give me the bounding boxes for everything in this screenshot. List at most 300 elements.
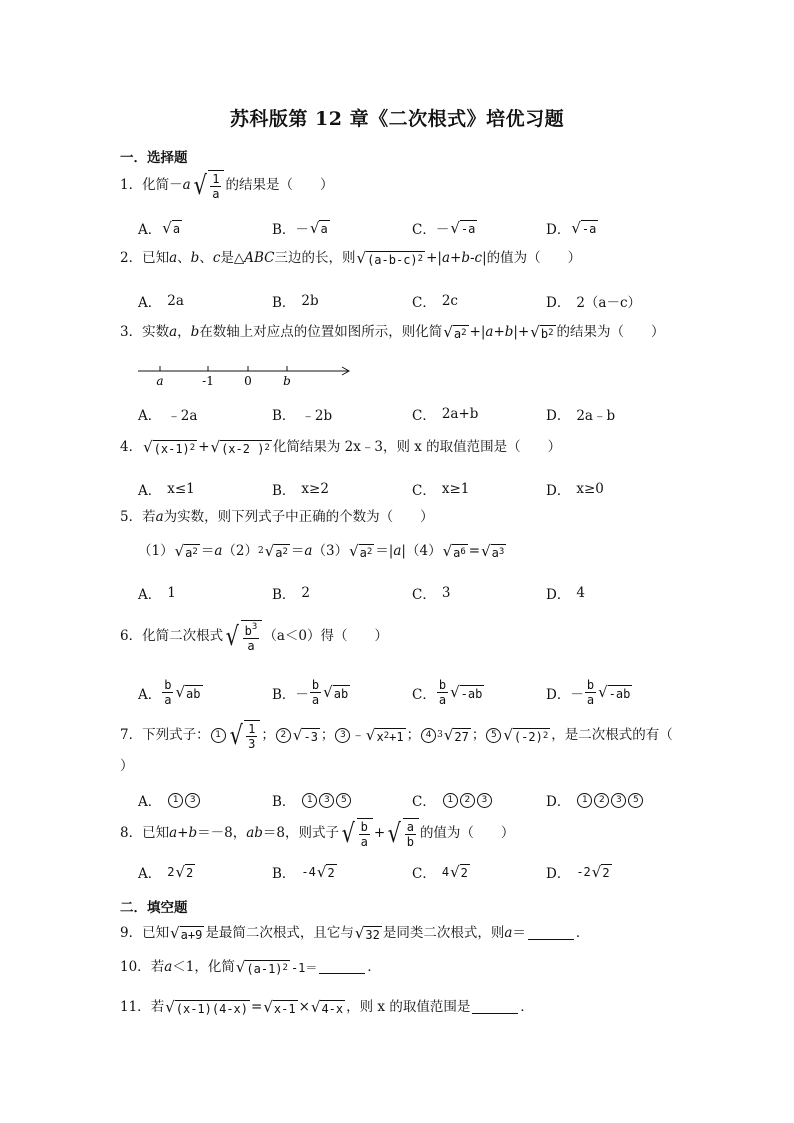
option-d[interactable] <box>546 678 633 708</box>
radicand: +1 <box>389 729 404 744</box>
number-line-label-b: b <box>283 374 291 388</box>
coefficient: 4 <box>441 865 450 879</box>
option-label: D． <box>546 794 571 810</box>
radicand: a <box>185 545 193 560</box>
answer-blank[interactable] <box>528 927 574 940</box>
option-label: C． <box>412 794 436 810</box>
option-value: 2a+b <box>441 406 479 422</box>
option-label: C． <box>412 408 436 424</box>
radicand: (x-1)(4-x) <box>175 1001 248 1016</box>
option-d[interactable] <box>546 479 604 499</box>
option-value: 2a﹣b <box>576 408 616 424</box>
radicand: (a-1) <box>246 961 283 976</box>
statement-label: （1） <box>138 542 174 559</box>
option-value: 2 <box>301 585 311 601</box>
question-text: 若 <box>150 998 165 1015</box>
question-text: 三边的长，则 <box>274 249 356 266</box>
option-label: C． <box>412 587 436 603</box>
radical: √ (x-2 ) 2 <box>210 438 270 456</box>
option-c[interactable] <box>412 218 478 238</box>
circled-number: 1 <box>443 793 458 808</box>
fraction-numerator: 1 <box>212 172 220 186</box>
exponent: 3 <box>498 547 505 557</box>
operator: ＝ <box>512 924 526 941</box>
question-5-statements <box>138 544 507 559</box>
circled-number: 5 <box>628 793 643 808</box>
option-label: A． <box>138 222 162 238</box>
radicand: 2 <box>602 866 610 880</box>
question-9 <box>120 926 589 941</box>
question-number: 4． <box>120 438 143 455</box>
radicand: a <box>172 222 181 236</box>
question-text: 的结果是（ ） <box>225 177 334 194</box>
fraction-numerator: b <box>360 820 368 834</box>
option-label: A． <box>138 686 162 703</box>
circled-number: 1 <box>211 728 226 743</box>
option-label: B． <box>272 866 296 882</box>
question-text: 的值为（ ） <box>419 825 515 842</box>
option-label: A． <box>138 794 162 810</box>
number-line <box>138 359 358 389</box>
option-value: x≥0 <box>576 481 604 497</box>
expression: a+b <box>169 825 198 842</box>
punctuation: ． <box>575 924 590 941</box>
circled-number: 4 <box>421 728 436 743</box>
circled-number: 1 <box>168 793 183 808</box>
radical: √ b 2 <box>530 323 554 341</box>
statement-label: （3） <box>312 542 349 559</box>
operator: × <box>298 998 310 1015</box>
exponent: 2 <box>282 547 288 557</box>
exponent: 2 <box>282 963 288 973</box>
answer-blank[interactable] <box>319 961 365 974</box>
radical: √ x 2 +1 <box>365 726 404 745</box>
radical: √ 32 <box>354 924 380 942</box>
option-d[interactable] <box>546 404 615 424</box>
radical: √ $\frac{b^3}{a}$ <box>224 620 262 654</box>
fraction-denominator: b <box>406 835 414 850</box>
operator: |+ <box>513 323 530 340</box>
section-heading-choice: 一．选择题 <box>120 150 188 166</box>
option-label: B．－ <box>272 686 309 703</box>
option-label: C． <box>412 866 436 882</box>
variable: c <box>212 249 221 266</box>
radical: √ (-2) 2 <box>503 726 549 745</box>
radical: √ a 2 <box>349 542 373 560</box>
radicand: -ab <box>608 686 631 701</box>
question-text: 实数 <box>142 323 170 340</box>
option-value: x≤1 <box>167 481 195 497</box>
radicand: ab <box>186 686 201 701</box>
option-a[interactable] <box>138 583 176 603</box>
radical: √ 2 <box>591 862 610 881</box>
option-c[interactable] <box>412 404 478 424</box>
radical: √ a <box>309 218 328 237</box>
radicand: a+9 <box>180 927 203 942</box>
question-number: 8． <box>120 825 143 842</box>
separator: ； <box>406 727 421 744</box>
statement-label: （4） <box>405 542 442 559</box>
option-c[interactable] <box>412 583 450 603</box>
fraction-denominator: 3 <box>248 737 256 752</box>
question-3 <box>120 325 665 340</box>
question-text: +| <box>426 249 442 266</box>
option-a[interactable] <box>138 790 201 810</box>
question-6 <box>120 620 388 654</box>
radicand: -a <box>460 222 476 236</box>
fraction-denominator: a <box>164 693 172 708</box>
exponent: 2 <box>548 328 554 338</box>
question-7 <box>120 720 673 752</box>
option-a[interactable] <box>138 479 195 499</box>
root-index: 2 <box>257 546 264 556</box>
option-label: C．－ <box>412 222 450 238</box>
separator: 、 <box>177 249 191 266</box>
circled-number: 2 <box>460 793 475 808</box>
question-number: 5． <box>120 509 143 525</box>
option-value: 1 <box>167 585 176 601</box>
radicand: 27 <box>454 729 469 744</box>
radical: √ a 2 <box>443 323 467 341</box>
question-5 <box>120 511 434 525</box>
circled-number: 3 <box>611 793 626 808</box>
number-line-label-0: 0 <box>244 374 252 388</box>
question-number: 2． <box>120 249 143 266</box>
radical: √ a+9 <box>170 924 203 942</box>
operator: = <box>468 542 481 559</box>
operator: ＝ <box>200 542 215 559</box>
circled-number: 1 <box>302 793 317 808</box>
punctuation: ． <box>520 998 534 1015</box>
option-label: D． <box>546 295 571 311</box>
exponent: 2 <box>417 254 424 264</box>
radical: √ $\frac{a}{b}$ <box>386 818 419 850</box>
punctuation: ． <box>367 958 381 975</box>
question-7-continued <box>120 760 134 774</box>
radical: √ 4-x <box>310 998 344 1016</box>
option-label: D． <box>546 483 571 499</box>
question-text: 已知 <box>142 825 170 842</box>
option-value: 2b <box>301 293 319 309</box>
question-text: 是△ <box>220 249 245 266</box>
option-b[interactable] <box>272 404 332 424</box>
fraction-numerator: b <box>244 624 252 638</box>
expression: ab <box>246 825 263 842</box>
exponent: 6 <box>460 547 466 557</box>
option-b[interactable] <box>272 862 338 882</box>
fraction-numerator: b <box>438 678 447 692</box>
option-d[interactable] <box>546 218 599 238</box>
question-text: 下列式子： <box>142 727 210 744</box>
option-d[interactable] <box>546 291 641 311</box>
radicand: 2 <box>186 866 194 880</box>
radical: √ $\frac{1}{3}$ <box>228 720 261 752</box>
radicand: (x-2 ) <box>221 441 265 456</box>
question-8 <box>120 818 514 850</box>
question-text: - <box>469 249 475 266</box>
options-q6 <box>138 678 658 708</box>
radical: √ -ab <box>450 683 483 702</box>
exponent: 2 <box>366 547 373 557</box>
option-label: D． <box>546 222 571 238</box>
option-label: A． <box>138 483 162 499</box>
fraction-numerator: b <box>586 678 595 692</box>
exponent: 2 <box>542 731 549 742</box>
option-label: D． <box>546 408 571 424</box>
circled-number: 5 <box>486 728 501 743</box>
radicand: 32 <box>365 927 380 942</box>
options-q1 <box>138 218 658 236</box>
circled-number: 3 <box>185 793 200 808</box>
option-b[interactable] <box>272 479 329 499</box>
separator: ， <box>177 323 191 340</box>
fraction-numerator: a <box>406 820 414 834</box>
section-heading-fill-blank: 二．填空题 <box>120 900 188 916</box>
variable: a <box>155 509 164 525</box>
option-a[interactable] <box>138 404 197 424</box>
radical: √ 2 <box>316 862 335 881</box>
operator: = <box>251 998 263 1015</box>
option-value: 2a <box>167 293 184 309</box>
radical: √ (a-1) 2 <box>235 958 288 976</box>
option-value: 2（a－c） <box>576 295 642 311</box>
circled-number: 5 <box>336 793 351 808</box>
operator: | <box>401 542 406 559</box>
option-d[interactable] <box>546 862 613 882</box>
option-b[interactable] <box>272 678 351 708</box>
radical: √ (a-b-c) 2 <box>356 249 424 267</box>
circled-number: 3 <box>477 793 492 808</box>
operator: ＝| <box>375 542 394 559</box>
triangle-name: ABC <box>244 249 275 266</box>
root-index: 3 <box>437 730 443 741</box>
radical: √ x-1 <box>263 998 296 1016</box>
question-text: 在数轴上对应点的位置如图所示，则化简 <box>199 323 443 340</box>
separator: ； <box>471 727 486 744</box>
question-text: -1＝ <box>290 960 318 975</box>
option-label: A． <box>138 866 162 882</box>
option-value: x≥2 <box>301 481 329 497</box>
circled-number: 3 <box>335 728 350 743</box>
options-q3 <box>138 404 658 422</box>
option-value: x≥1 <box>441 481 470 497</box>
statement-label: （2） <box>222 542 258 559</box>
radicand: -a <box>581 222 597 236</box>
question-text: ，是二次根式的有（ <box>551 727 673 744</box>
question-text: ） <box>120 758 134 774</box>
variable: b <box>190 323 200 340</box>
question-4 <box>120 440 561 455</box>
question-text: ，则 x 的取值范围是 <box>346 998 471 1015</box>
option-value: ﹣2b <box>301 408 333 424</box>
circled-number: 3 <box>319 793 334 808</box>
radical: √ 2 <box>450 862 468 881</box>
options-q8 <box>138 862 658 880</box>
radicand: x-1 <box>273 1001 296 1016</box>
option-label: D．－ <box>546 686 584 703</box>
variable: a <box>504 924 513 941</box>
question-text: 已知 <box>142 249 170 266</box>
question-text: 若 <box>150 958 165 975</box>
radical: √ -ab <box>598 683 631 702</box>
options-q4 <box>138 479 658 497</box>
question-text: 的结果为（ ） <box>556 323 665 340</box>
variable: a <box>393 542 402 559</box>
variable: a <box>169 323 178 340</box>
option-a[interactable] <box>138 218 183 238</box>
radicand: a <box>453 326 462 341</box>
question-text: 化简结果为 2x﹣3，则 x 的取值范围是（ ） <box>272 438 562 455</box>
radicand: ab <box>333 686 349 701</box>
radicand: (a-b-c) <box>367 252 418 267</box>
page-title: 苏科版第 12 章《二次根式》培优习题 <box>229 108 565 130</box>
variable: a <box>214 542 223 559</box>
radicand: (x-1) <box>153 441 190 456</box>
radical: √ (x-1) 2 <box>143 438 196 456</box>
option-a[interactable] <box>138 678 204 708</box>
radical: √ $\frac{b}{a}$ <box>340 818 373 850</box>
exponent: 2 <box>189 443 196 453</box>
radicand: -3 <box>303 729 318 744</box>
answer-blank[interactable] <box>472 1001 518 1014</box>
radicand: (-2) <box>513 729 543 744</box>
exponent: 2 <box>383 731 390 742</box>
radicand: x <box>376 729 384 744</box>
option-b[interactable] <box>272 291 319 311</box>
question-2 <box>120 251 581 266</box>
radicand: 2 <box>327 866 335 880</box>
radical: √ a 3 <box>481 542 505 560</box>
option-label: A． <box>138 295 162 311</box>
operator: +| <box>469 323 486 340</box>
radical: √ a <box>162 218 181 237</box>
coefficient: -2 <box>576 865 591 879</box>
option-d[interactable] <box>546 583 585 603</box>
option-label: D． <box>546 587 571 603</box>
option-c[interactable] <box>412 790 493 810</box>
variable: c <box>474 249 483 266</box>
question-text: 为实数，则下列式子中正确的个数为（ ） <box>163 509 434 525</box>
operator: ﹣ <box>351 727 365 744</box>
question-1 <box>120 170 333 202</box>
option-label: B． <box>272 295 296 311</box>
option-value: 3 <box>441 585 451 601</box>
exponent: 2 <box>264 443 270 453</box>
radicand: a <box>275 545 283 560</box>
options-q2 <box>138 291 658 309</box>
variable: a <box>164 958 173 975</box>
option-label: B． <box>272 408 296 424</box>
radicand: a <box>320 222 328 236</box>
separator: ； <box>261 727 275 744</box>
radicand: 4-x <box>321 1001 344 1016</box>
radical: √ 2 <box>175 862 194 881</box>
number-line-label-a: a <box>156 374 164 388</box>
question-text: 已知 <box>142 924 170 941</box>
question-text: 化简二次根式 <box>142 628 224 645</box>
option-c[interactable] <box>412 678 485 708</box>
option-c[interactable] <box>412 862 471 882</box>
options-q5 <box>138 583 658 601</box>
fraction-denominator: a <box>311 693 320 708</box>
question-10 <box>120 960 381 975</box>
fraction-numerator: b <box>164 678 172 692</box>
variable: a <box>182 177 191 194</box>
radicand: -ab <box>460 686 483 701</box>
option-a[interactable] <box>138 862 196 882</box>
question-number: 11． <box>120 998 151 1015</box>
option-b[interactable] <box>272 583 310 603</box>
option-value: 2c <box>441 293 458 309</box>
option-a[interactable] <box>138 291 184 311</box>
exponent: 2 <box>461 328 467 338</box>
option-label: B． <box>272 587 296 603</box>
question-number: 1． <box>120 177 143 194</box>
number-line-label-neg1: -1 <box>202 374 214 388</box>
option-d[interactable] <box>546 790 644 810</box>
radical: √ ab <box>175 683 201 702</box>
exponent: 2 <box>192 547 198 557</box>
coefficient: 2 <box>167 865 175 879</box>
circled-number: 2 <box>276 728 291 743</box>
question-text: |的值为（ ） <box>482 249 582 266</box>
question-text: 是最简二次根式，且它与 <box>205 924 354 941</box>
question-11 <box>120 1000 534 1015</box>
question-text: ＜1，化简 <box>172 958 235 975</box>
option-label: A． <box>138 587 162 603</box>
option-b[interactable] <box>272 218 331 238</box>
radical: √ -3 <box>292 726 318 745</box>
exponent: 3 <box>251 622 258 632</box>
radicand: a <box>491 545 499 560</box>
option-label: D． <box>546 866 571 882</box>
circled-number: 1 <box>577 793 592 808</box>
option-label: C． <box>412 295 436 311</box>
radicand: a <box>453 545 461 560</box>
option-label: B．－ <box>272 222 309 238</box>
question-number: 9． <box>120 924 143 941</box>
fraction-denominator: a <box>360 835 368 850</box>
option-c[interactable] <box>412 479 469 499</box>
question-text: ＝8，则式子 <box>262 825 339 842</box>
fraction-denominator: a <box>586 693 595 708</box>
question-text: ＝－8， <box>197 825 247 842</box>
radical: √ ab <box>323 683 349 702</box>
expression: a+b <box>485 323 514 340</box>
option-label: C． <box>412 686 436 703</box>
radicand: a <box>359 545 367 560</box>
fraction-denominator: a <box>438 693 447 708</box>
question-text: （a＜0）得（ ） <box>263 628 388 645</box>
radical: √ $\frac{1}{a}$ <box>192 170 225 202</box>
option-value: 4 <box>576 585 585 601</box>
option-label: B． <box>272 794 296 810</box>
radical: √ (x-1)(4-x) <box>165 998 248 1016</box>
fraction-denominator: a <box>247 639 255 654</box>
option-label: B． <box>272 483 296 499</box>
option-b[interactable] <box>272 790 352 810</box>
radical: √ a 2 <box>174 542 198 560</box>
variable: a <box>169 249 178 266</box>
fraction-numerator: b <box>311 678 320 692</box>
variable: b <box>190 249 200 266</box>
operator: + <box>373 825 386 842</box>
radical: √ 27 <box>443 726 469 745</box>
option-c[interactable] <box>412 291 458 311</box>
radical: √ a 6 <box>442 542 466 560</box>
operator: + <box>198 438 210 455</box>
fraction-numerator: 1 <box>248 722 256 736</box>
